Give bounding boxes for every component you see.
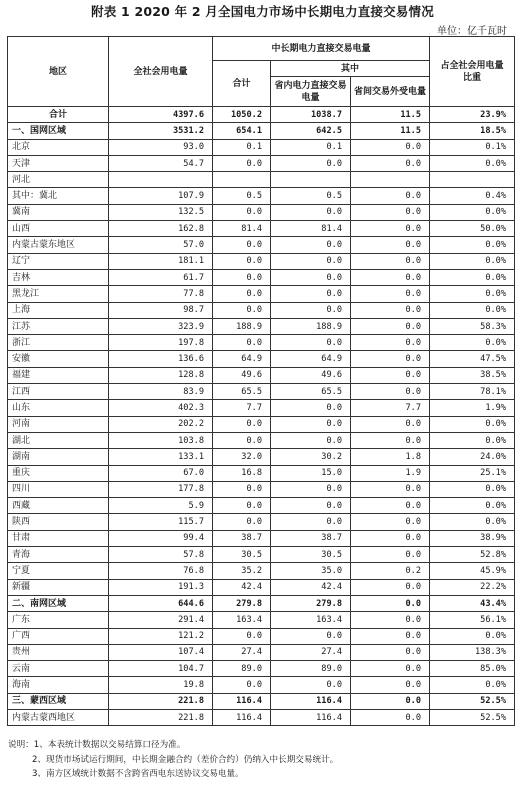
table-row [8,693,515,709]
cell-name: 湖北 [8,432,109,448]
note-3: 3、南方区域统计数据不含跨省西电东送协议交易电量。 [32,769,244,779]
table-row [8,677,515,693]
cell-total: 103.8 [109,432,213,448]
cell-inter: 0.0 [351,644,430,660]
table-row [8,661,515,677]
notes [8,738,338,782]
cell-intra: 42.4 [271,579,351,595]
cell-sum: 42.4 [213,579,271,595]
cell-sum: 0.0 [213,514,271,530]
table-row [8,123,515,139]
table-row [8,107,515,123]
cell-share: 0.0% [430,253,515,269]
cell-inter: 0.0 [351,530,430,546]
cell-name: 一、国网区域 [8,123,109,139]
cell-intra: 38.7 [271,530,351,546]
note-2: 2、现货市场试运行期间，中长期金融合约（差价合约）仍纳入中长期交易统计。 [32,754,339,765]
cell-total: 4397.6 [109,107,213,123]
cell-sum: 81.4 [213,221,271,237]
cell-sum: 0.5 [213,188,271,204]
cell-intra: 0.0 [271,204,351,220]
header-of-which: 其中 [271,61,430,77]
cell-name: 内蒙古蒙东地区 [8,237,109,253]
cell-inter: 0.0 [351,677,430,693]
table-row [8,530,515,546]
table-row [8,318,515,334]
table-row [8,139,515,155]
cell-total: 57.0 [109,237,213,253]
cell-share: 0.0% [430,432,515,448]
cell-share: 0.0% [430,302,515,318]
cell-share: 0.1% [430,139,515,155]
table-row [8,644,515,660]
cell-share: 50.0% [430,221,515,237]
cell-sum: 0.0 [213,498,271,514]
cell-total: 83.9 [109,384,213,400]
header-mlt: 中长期电力直接交易电量 [213,37,430,61]
table-row [8,384,515,400]
table-row [8,172,515,188]
cell-sum [213,172,271,188]
table-row [8,628,515,644]
cell-name: 三、蒙西区域 [8,693,109,709]
cell-total: 77.8 [109,286,213,302]
cell-share: 0.0% [430,155,515,171]
cell-share: 0.0% [430,237,515,253]
note-1: 说明：1、本表统计数据以交易结算口径为准。 [8,740,186,750]
table-row [8,595,515,611]
cell-intra: 81.4 [271,221,351,237]
cell-share: 138.3% [430,644,515,660]
cell-total: 5.9 [109,498,213,514]
cell-name: 浙江 [8,335,109,351]
cell-inter: 0.0 [351,367,430,383]
cell-name: 海南 [8,677,109,693]
cell-inter: 0.0 [351,432,430,448]
cell-intra: 0.0 [271,302,351,318]
cell-intra: 0.0 [271,155,351,171]
cell-total: 291.4 [109,612,213,628]
cell-inter: 0.0 [351,188,430,204]
table-row [8,269,515,285]
cell-sum: 0.0 [213,269,271,285]
cell-name: 陕西 [8,514,109,530]
cell-total: 181.1 [109,253,213,269]
cell-name: 其中：冀北 [8,188,109,204]
cell-inter: 1.8 [351,449,430,465]
cell-total: 136.6 [109,351,213,367]
cell-intra: 0.0 [271,269,351,285]
cell-intra: 0.0 [271,498,351,514]
cell-share: 18.5% [430,123,515,139]
cell-inter [351,172,430,188]
cell-intra: 0.0 [271,237,351,253]
cell-name: 福建 [8,367,109,383]
cell-inter: 0.0 [351,595,430,611]
cell-inter: 0.0 [351,628,430,644]
cell-intra: 279.8 [271,595,351,611]
cell-inter: 0.0 [351,351,430,367]
cell-total: 107.9 [109,188,213,204]
cell-share: 22.2% [430,579,515,595]
cell-total: 19.8 [109,677,213,693]
cell-inter: 0.0 [351,318,430,334]
cell-intra: 0.0 [271,481,351,497]
cell-share: 38.9% [430,530,515,546]
table-row [8,416,515,432]
cell-sum: 0.1 [213,139,271,155]
table-row [8,449,515,465]
cell-share: 56.1% [430,612,515,628]
cell-name: 二、南网区域 [8,595,109,611]
cell-inter: 0.0 [351,204,430,220]
cell-inter: 0.0 [351,612,430,628]
cell-share: 23.9% [430,107,515,123]
cell-total: 644.6 [109,595,213,611]
cell-total: 57.8 [109,547,213,563]
header-total: 全社会用电量 [109,37,213,107]
cell-sum: 116.4 [213,709,271,725]
cell-share: 0.0% [430,677,515,693]
cell-name: 河北 [8,172,109,188]
cell-inter: 0.0 [351,547,430,563]
cell-sum: 0.0 [213,481,271,497]
cell-sum: 0.0 [213,253,271,269]
cell-sum: 0.0 [213,677,271,693]
cell-inter: 7.7 [351,400,430,416]
header-share: 占全社会用电量比重 [430,37,515,107]
cell-total: 162.8 [109,221,213,237]
cell-intra: 0.0 [271,432,351,448]
cell-share: 0.0% [430,416,515,432]
cell-inter: 0.0 [351,416,430,432]
table-row [8,188,515,204]
cell-name: 山西 [8,221,109,237]
cell-name: 宁夏 [8,563,109,579]
cell-name: 北京 [8,139,109,155]
table-row [8,335,515,351]
cell-total: 67.0 [109,465,213,481]
cell-intra: 642.5 [271,123,351,139]
cell-name: 新疆 [8,579,109,595]
cell-sum: 49.6 [213,367,271,383]
cell-name: 冀南 [8,204,109,220]
table-row [8,563,515,579]
cell-share: 85.0% [430,661,515,677]
header-inter: 省间交易外受电量 [351,77,430,107]
cell-total: 107.4 [109,644,213,660]
cell-share: 52.8% [430,547,515,563]
cell-total: 121.2 [109,628,213,644]
cell-intra: 0.0 [271,335,351,351]
cell-intra: 49.6 [271,367,351,383]
cell-inter: 0.0 [351,302,430,318]
cell-intra: 0.0 [271,628,351,644]
table-row [8,547,515,563]
cell-sum: 27.4 [213,644,271,660]
cell-intra: 0.0 [271,286,351,302]
cell-share: 0.4% [430,188,515,204]
cell-inter: 0.0 [351,481,430,497]
cell-name: 山东 [8,400,109,416]
cell-share: 0.0% [430,514,515,530]
cell-intra: 116.4 [271,709,351,725]
cell-inter: 0.0 [351,661,430,677]
cell-intra: 116.4 [271,693,351,709]
cell-name: 西藏 [8,498,109,514]
cell-sum: 163.4 [213,612,271,628]
header-intra: 省内电力直接交易电量 [271,77,351,107]
cell-name: 内蒙古蒙西地区 [8,709,109,725]
cell-name: 河南 [8,416,109,432]
cell-intra: 0.0 [271,253,351,269]
cell-total [109,172,213,188]
cell-inter: 0.0 [351,286,430,302]
cell-intra: 0.0 [271,400,351,416]
cell-name: 重庆 [8,465,109,481]
cell-total: 177.8 [109,481,213,497]
cell-intra: 0.0 [271,677,351,693]
cell-share: 58.3% [430,318,515,334]
notes-label: 说明： [8,740,34,750]
cell-name: 青海 [8,547,109,563]
cell-sum: 38.7 [213,530,271,546]
cell-share: 25.1% [430,465,515,481]
cell-intra [271,172,351,188]
cell-total: 323.9 [109,318,213,334]
cell-share [430,172,515,188]
cell-name: 上海 [8,302,109,318]
cell-inter: 0.0 [351,579,430,595]
table-row [8,302,515,318]
cell-sum: 0.0 [213,628,271,644]
cell-total: 104.7 [109,661,213,677]
cell-sum: 30.5 [213,547,271,563]
cell-inter: 0.0 [351,514,430,530]
cell-total: 115.7 [109,514,213,530]
cell-sum: 0.0 [213,432,271,448]
cell-intra: 89.0 [271,661,351,677]
cell-sum: 7.7 [213,400,271,416]
cell-sum: 279.8 [213,595,271,611]
cell-intra: 27.4 [271,644,351,660]
cell-intra: 30.5 [271,547,351,563]
cell-total: 197.8 [109,335,213,351]
unit-label: 单位：亿千瓦时 [437,26,507,37]
cell-total: 132.5 [109,204,213,220]
cell-inter: 0.0 [351,693,430,709]
cell-share: 0.0% [430,628,515,644]
cell-share: 52.5% [430,693,515,709]
cell-total: 133.1 [109,449,213,465]
cell-name: 四川 [8,481,109,497]
cell-total: 76.8 [109,563,213,579]
cell-share: 0.0% [430,481,515,497]
cell-intra: 163.4 [271,612,351,628]
cell-share: 38.5% [430,367,515,383]
cell-intra: 30.2 [271,449,351,465]
cell-sum: 0.0 [213,302,271,318]
cell-inter: 1.9 [351,465,430,481]
table-row [8,514,515,530]
cell-inter: 0.0 [351,269,430,285]
table-row [8,155,515,171]
cell-intra: 35.0 [271,563,351,579]
table-row [8,286,515,302]
table-row [8,237,515,253]
cell-share: 24.0% [430,449,515,465]
cell-inter: 0.2 [351,563,430,579]
cell-share: 43.4% [430,595,515,611]
cell-total: 191.3 [109,579,213,595]
cell-intra: 0.0 [271,416,351,432]
cell-sum: 116.4 [213,693,271,709]
cell-inter: 0.0 [351,384,430,400]
table-row [8,221,515,237]
cell-intra: 0.1 [271,139,351,155]
cell-intra: 0.0 [271,514,351,530]
cell-name: 湖南 [8,449,109,465]
cell-total: 221.8 [109,709,213,725]
table-row [8,253,515,269]
cell-inter: 0.0 [351,237,430,253]
cell-share: 47.5% [430,351,515,367]
cell-intra: 0.5 [271,188,351,204]
table-row [8,367,515,383]
cell-share: 45.9% [430,563,515,579]
cell-sum: 0.0 [213,335,271,351]
cell-total: 3531.2 [109,123,213,139]
cell-name: 吉林 [8,269,109,285]
header-sum: 合计 [213,61,271,107]
table-title: 附表 1 2020 年 2 月全国电力市场中长期电力直接交易情况 [91,4,434,19]
table-row [8,498,515,514]
table-body [8,107,515,726]
cell-intra: 65.5 [271,384,351,400]
cell-total: 93.0 [109,139,213,155]
cell-name: 贵州 [8,644,109,660]
trading-table [7,36,515,726]
cell-intra: 188.9 [271,318,351,334]
cell-intra: 15.0 [271,465,351,481]
table-row [8,465,515,481]
cell-total: 221.8 [109,693,213,709]
table-row [8,400,515,416]
cell-intra: 64.9 [271,351,351,367]
cell-inter: 0.0 [351,139,430,155]
cell-name: 天津 [8,155,109,171]
cell-sum: 0.0 [213,237,271,253]
cell-total: 202.2 [109,416,213,432]
cell-share: 0.0% [430,286,515,302]
cell-inter: 0.0 [351,253,430,269]
cell-sum: 188.9 [213,318,271,334]
cell-total: 98.7 [109,302,213,318]
cell-share: 0.0% [430,498,515,514]
cell-name: 云南 [8,661,109,677]
header-region: 地区 [8,37,109,107]
cell-name: 合计 [8,107,109,123]
cell-name: 江西 [8,384,109,400]
cell-sum: 654.1 [213,123,271,139]
cell-name: 江苏 [8,318,109,334]
cell-sum: 1050.2 [213,107,271,123]
cell-name: 黑龙江 [8,286,109,302]
cell-inter: 0.0 [351,498,430,514]
cell-total: 61.7 [109,269,213,285]
cell-total: 99.4 [109,530,213,546]
cell-total: 54.7 [109,155,213,171]
cell-total: 128.8 [109,367,213,383]
table-row [8,351,515,367]
cell-sum: 0.0 [213,286,271,302]
table-row [8,481,515,497]
cell-share: 0.0% [430,204,515,220]
cell-inter: 0.0 [351,221,430,237]
cell-name: 广西 [8,628,109,644]
cell-name: 甘肃 [8,530,109,546]
cell-sum: 0.0 [213,155,271,171]
cell-sum: 64.9 [213,351,271,367]
cell-share: 0.0% [430,335,515,351]
cell-total: 402.3 [109,400,213,416]
cell-inter: 11.5 [351,123,430,139]
cell-name: 辽宁 [8,253,109,269]
cell-sum: 89.0 [213,661,271,677]
cell-share: 78.1% [430,384,515,400]
table-header [8,37,515,107]
cell-name: 广东 [8,612,109,628]
cell-sum: 65.5 [213,384,271,400]
cell-sum: 0.0 [213,204,271,220]
table-row [8,709,515,725]
table-row [8,432,515,448]
cell-share: 0.0% [430,269,515,285]
cell-sum: 35.2 [213,563,271,579]
cell-sum: 32.0 [213,449,271,465]
table-row [8,204,515,220]
cell-inter: 11.5 [351,107,430,123]
cell-name: 安徽 [8,351,109,367]
cell-sum: 16.8 [213,465,271,481]
cell-inter: 0.0 [351,709,430,725]
cell-sum: 0.0 [213,416,271,432]
cell-intra: 1038.7 [271,107,351,123]
cell-inter: 0.0 [351,335,430,351]
cell-share: 1.9% [430,400,515,416]
cell-inter: 0.0 [351,155,430,171]
table-row [8,579,515,595]
table-row [8,612,515,628]
cell-share: 52.5% [430,709,515,725]
